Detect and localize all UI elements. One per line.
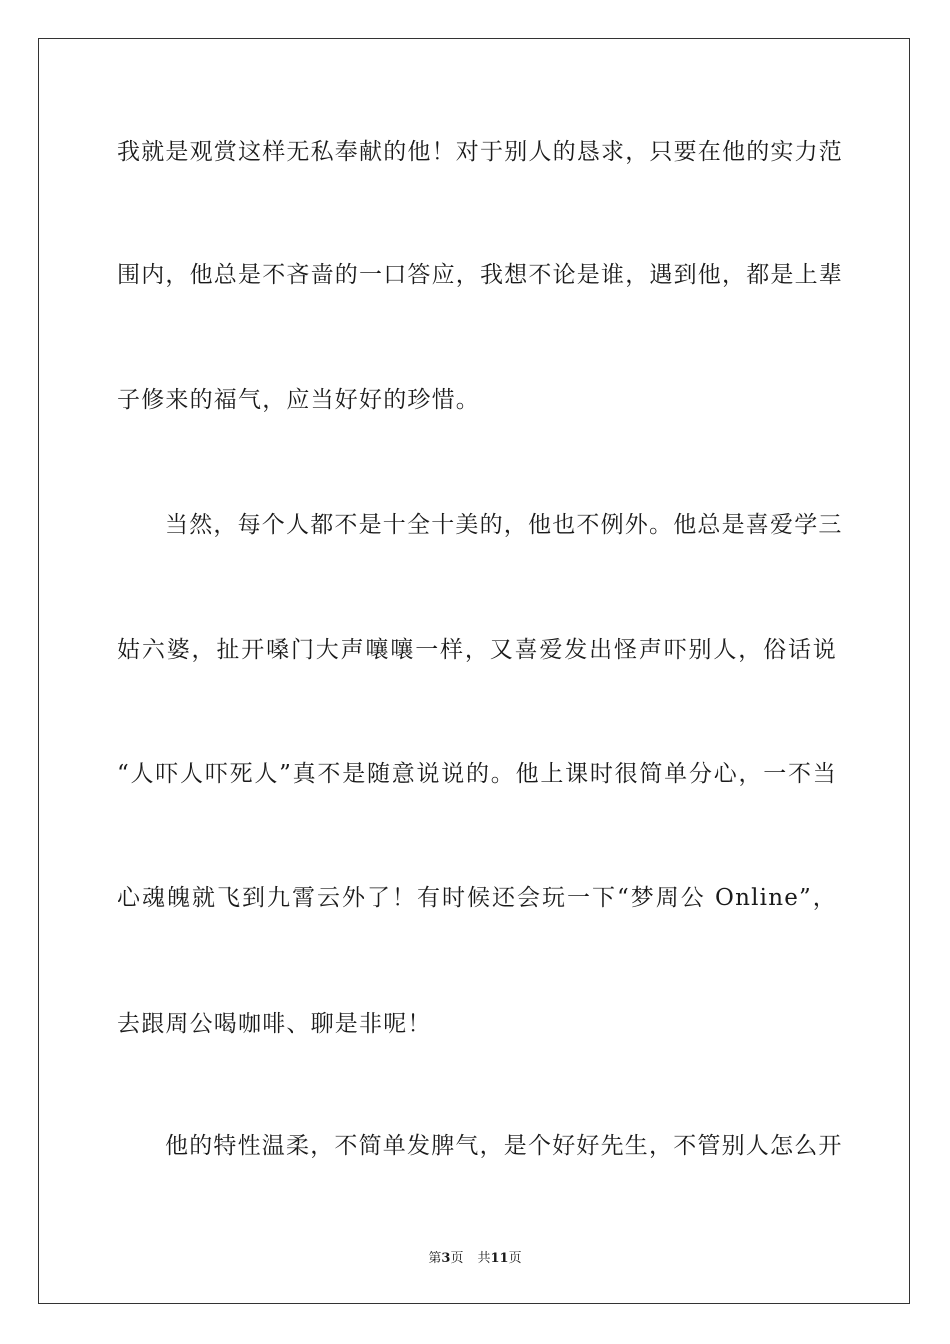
paragraph-line: 我就是观赏这样无私奉献的他！对于别人的恳求，只要在他的实力范 (117, 139, 843, 165)
paragraph-line: “人吓人吓死人”真不是随意说说的。他上课时很简单分心，一不当 (117, 761, 837, 787)
paragraph-line-indented (117, 1131, 843, 1161)
page-footer (0, 1247, 950, 1266)
total-prefix: 共 (477, 1251, 491, 1266)
page-frame (38, 38, 910, 1304)
paragraph-line: 子修来的福气，应当好好的珍惜。 (117, 387, 480, 413)
paragraph-line-indented (117, 510, 843, 540)
paragraph-line: 围内，他总是不吝啬的一口答应，我想不论是谁，遇到他，都是上辈 (117, 262, 843, 288)
paragraph-line: 心魂魄就飞到九霄云外了！有时候还会玩一下“梦周公 Online”， (117, 885, 837, 911)
page-suffix: 页 (450, 1251, 464, 1266)
paragraph-line-text: 他的特性温柔，不简单发脾气，是个好好先生，不管别人怎么开 (165, 1133, 843, 1159)
paragraph-line: 去跟周公喝咖啡、聊是非呢！ (117, 1011, 432, 1037)
paragraph-line: 姑六婆，扯开嗓门大声嚷嚷一样，又喜爱发出怪声吓别人，俗话说 (117, 637, 837, 663)
page-prefix: 第 (428, 1251, 442, 1266)
page-total: 11 (490, 1251, 509, 1266)
paragraph-line-text: 当然，每个人都不是十全十美的，他也不例外。他总是喜爱学三 (165, 512, 843, 538)
total-suffix: 页 (508, 1251, 522, 1266)
page-current: 3 (441, 1251, 451, 1266)
